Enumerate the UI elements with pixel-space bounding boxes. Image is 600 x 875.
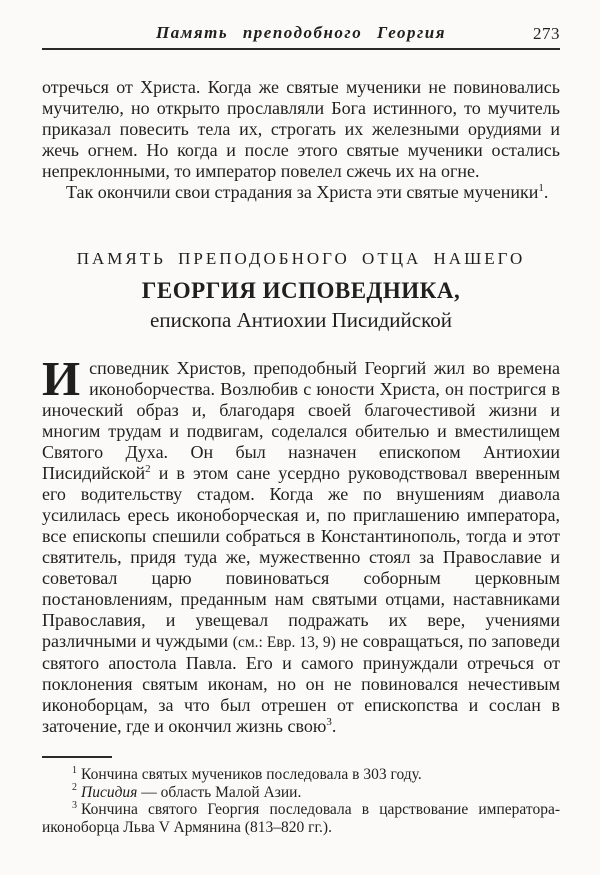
header-rule — [42, 48, 560, 50]
drop-cap: И — [42, 351, 81, 406]
section-heading — [42, 248, 560, 333]
intro-section — [42, 77, 560, 203]
footnote-item-2 — [42, 784, 560, 802]
intro-closing-paragraph — [42, 182, 560, 203]
footnote-item-1 — [42, 766, 560, 784]
footnote-term: Писидия — [81, 783, 138, 801]
main-text-segment: споведник Христов, преподобный Георгий жил во времена иконоборчества. Возлюбив с юности Христа, он постригся в иноческий образ и, благодаря своей благочестивой жизни и многим трудам и подвигам, соделался обителью и вместилищем Святого Духа. Он был назначен епископом Антиохии Писидийской — [42, 358, 560, 483]
heading-subtitle: епископа Антиохии Писидийской — [150, 308, 452, 332]
footnote-text: Кончина святых мучеников последовала в 303 году. — [81, 766, 422, 783]
intro-closing-period: . — [543, 182, 549, 202]
main-text-period: . — [331, 716, 337, 736]
footnote-item-3 — [42, 801, 560, 836]
page-number: 273 — [533, 24, 560, 43]
heading-title: ГЕОРГИЯ ИСПОВЕДНИКА, — [141, 278, 461, 303]
intro-closing-text: Так окончили свои страдания за Христа эти святые мученики — [66, 182, 539, 202]
running-title: Память преподобного Георгия — [155, 23, 447, 42]
footnote-marker-3: 3 — [72, 799, 77, 811]
main-text-section — [42, 351, 560, 737]
footnote-ref-3: 3 — [326, 716, 332, 728]
main-text-segment: не совращаться, по заповеди святого апостола Павла. Его и самого принуждали отречься от поклонения святым иконам, но он не повиновался нечестивым иконоборцам, за что был отрешен от епископства и сослан в заточение, где и окончил жизнь свою — [42, 631, 560, 736]
heading-kicker: ПАМЯТЬ ПРЕПОДОБНОГО ОТЦА НАШЕГО — [76, 249, 526, 268]
main-paragraph — [42, 351, 560, 737]
footnote-text: Кончина святого Георгия последовала в царствование императора-иконоборца Льва V Армянина (813–820 гг.). — [42, 801, 560, 836]
footnote-rule — [42, 756, 112, 758]
page-header — [42, 22, 560, 46]
footnotes-section — [42, 756, 560, 836]
footnote-ref-1: 1 — [538, 182, 544, 194]
footnote-ref-2: 2 — [145, 463, 151, 475]
footnote-marker-1: 1 — [72, 764, 77, 776]
scripture-citation: (см.: Евр. 13, 9) — [232, 634, 336, 651]
footnote-marker-2: 2 — [72, 782, 77, 794]
main-text-segment: и в этом сане усердно руководствовал вверенным его водительству стадом. Когда же по внушениям диавола усилилась ересь иконоборческая и, по приглашению императора, все епископы спешили собраться в Константинополь, тогда и этот святитель, придя туда же, мужественно стоял за Православие и советовал царю повиноваться соборным церковным постановлениям, преданным нам святыми отцами, наставниками Православия, и увещевал подражать их вере, учениями различными и чуждыми — [42, 463, 560, 651]
intro-paragraph: отречься от Христа. Когда же святые мученики не повиновались мучителю, но открыто прославляли Бога истинного, то мучитель приказал повесить тела их, строгать их железными орудиями и жечь огнем. Но когда и после этого святые мученики остались непреклонными, то император повелел сжечь их на огне. — [42, 77, 560, 181]
footnote-text: — область Малой Азии. — [137, 783, 302, 801]
